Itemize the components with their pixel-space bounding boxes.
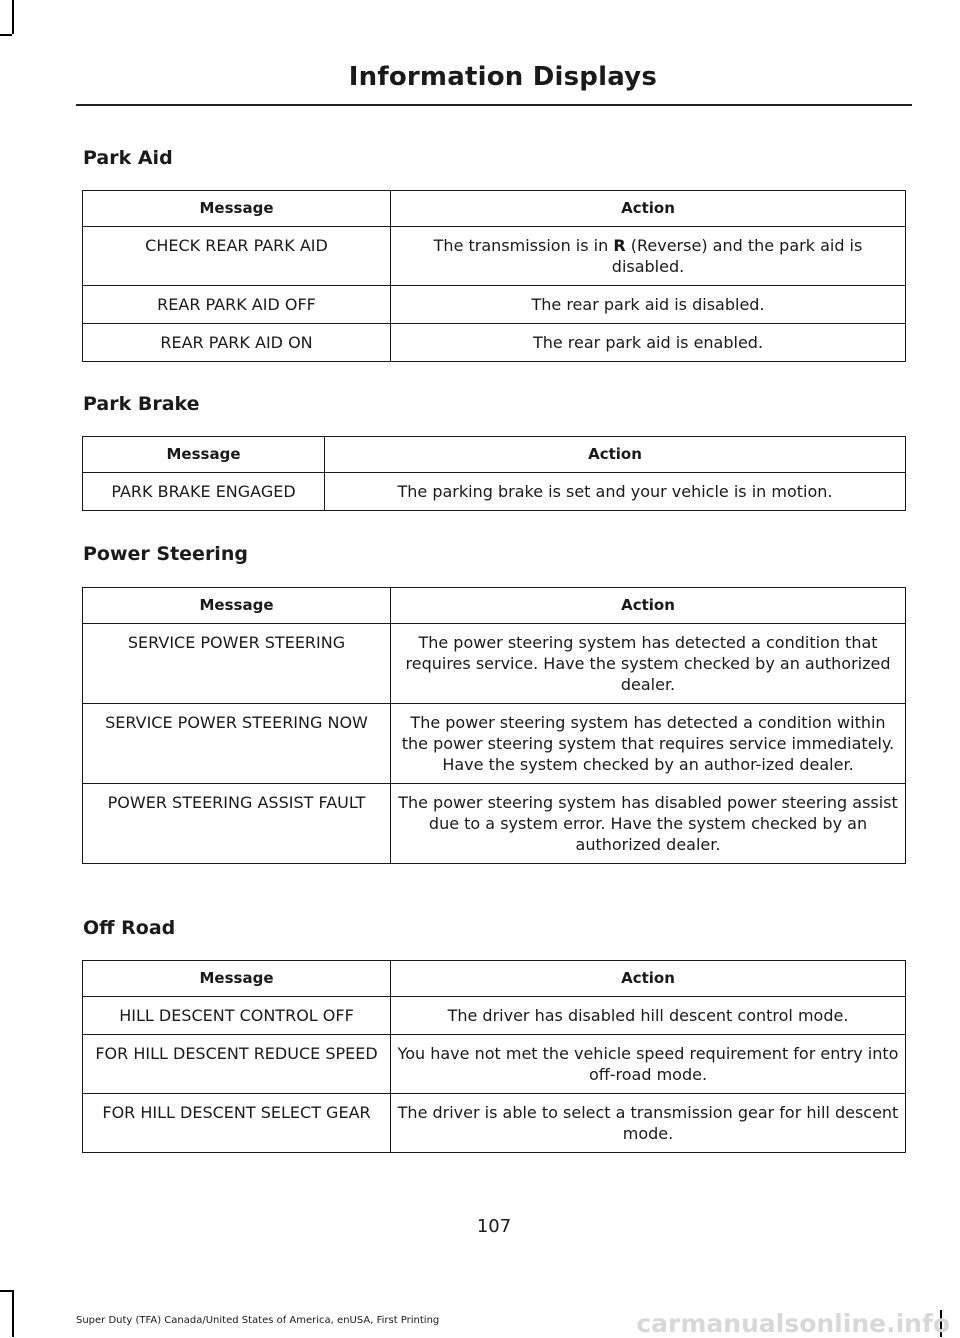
action-cell: The parking brake is set and your vehicle is in motion. (325, 473, 906, 511)
column-header-action: Action (391, 588, 906, 624)
table-header-row (83, 588, 906, 624)
section-title-off-road: Off Road (83, 917, 176, 939)
table-row (83, 624, 906, 704)
gear-indicator: R (613, 236, 626, 255)
park-aid-table (82, 190, 906, 362)
action-cell: The driver is able to select a transmission gear for hill descent mode. (391, 1094, 906, 1153)
crop-mark (0, 1290, 12, 1292)
table-row (83, 286, 906, 324)
off-road-table (82, 960, 906, 1153)
message-cell: SERVICE POWER STEERING NOW (83, 704, 391, 784)
page-title: Information Displays (348, 62, 657, 92)
column-header-action: Action (391, 191, 906, 227)
header-divider (76, 104, 912, 106)
message-cell: REAR PARK AID ON (83, 324, 391, 362)
table-header-row (83, 191, 906, 227)
action-cell: The rear park aid is enabled. (391, 324, 906, 362)
action-cell: The power steering system has disabled power steering assist due to a system error. Have the system checked by an authorized dealer. (391, 784, 906, 864)
power-steering-table (82, 587, 906, 864)
message-cell: PARK BRAKE ENGAGED (83, 473, 325, 511)
table-row (83, 227, 906, 286)
crop-mark (0, 34, 12, 36)
table-row (83, 704, 906, 784)
section-title-park-aid: Park Aid (83, 147, 173, 169)
page-number: 107 (476, 1216, 512, 1237)
table-row (83, 324, 906, 362)
column-header-message: Message (83, 961, 391, 997)
action-cell (391, 227, 906, 286)
action-text: The transmission is in (433, 236, 614, 255)
action-cell: The power steering system has detected a condition that requires service. Have the system checked by an authorized dealer. (391, 624, 906, 704)
footer-text: Super Duty (TFA) Canada/United States of America, enUSA, First Printing (76, 1315, 440, 1326)
table-row (83, 473, 906, 511)
crop-mark (12, 0, 14, 34)
section-title-power-steering: Power Steering (83, 543, 248, 565)
message-cell: SERVICE POWER STEERING (83, 624, 391, 704)
column-header-message: Message (83, 437, 325, 473)
message-cell: FOR HILL DESCENT SELECT GEAR (83, 1094, 391, 1153)
column-header-message: Message (83, 191, 391, 227)
table-header-row (83, 961, 906, 997)
table-header-row (83, 437, 906, 473)
column-header-action: Action (391, 961, 906, 997)
column-header-message: Message (83, 588, 391, 624)
action-cell: The power steering system has detected a condition within the power steering system that requires service immediately. Have the system checked by an author-ized dealer. (391, 704, 906, 784)
message-cell: CHECK REAR PARK AID (83, 227, 391, 286)
park-brake-table (82, 436, 906, 511)
message-cell: POWER STEERING ASSIST FAULT (83, 784, 391, 864)
section-title-park-brake: Park Brake (83, 393, 200, 415)
table-row (83, 784, 906, 864)
message-cell: HILL DESCENT CONTROL OFF (83, 997, 391, 1035)
table-row (83, 997, 906, 1035)
message-cell: REAR PARK AID OFF (83, 286, 391, 324)
action-cell: The driver has disabled hill descent control mode. (391, 997, 906, 1035)
crop-mark (12, 1290, 14, 1337)
watermark: carmanualsonline.info (636, 1309, 950, 1338)
table-row (83, 1094, 906, 1153)
message-cell: FOR HILL DESCENT REDUCE SPEED (83, 1035, 391, 1094)
column-header-action: Action (325, 437, 906, 473)
action-cell: You have not met the vehicle speed requirement for entry into off-road mode. (391, 1035, 906, 1094)
table-row (83, 1035, 906, 1094)
action-cell: The rear park aid is disabled. (391, 286, 906, 324)
action-text: (Reverse) and the park aid is disabled. (611, 236, 863, 276)
